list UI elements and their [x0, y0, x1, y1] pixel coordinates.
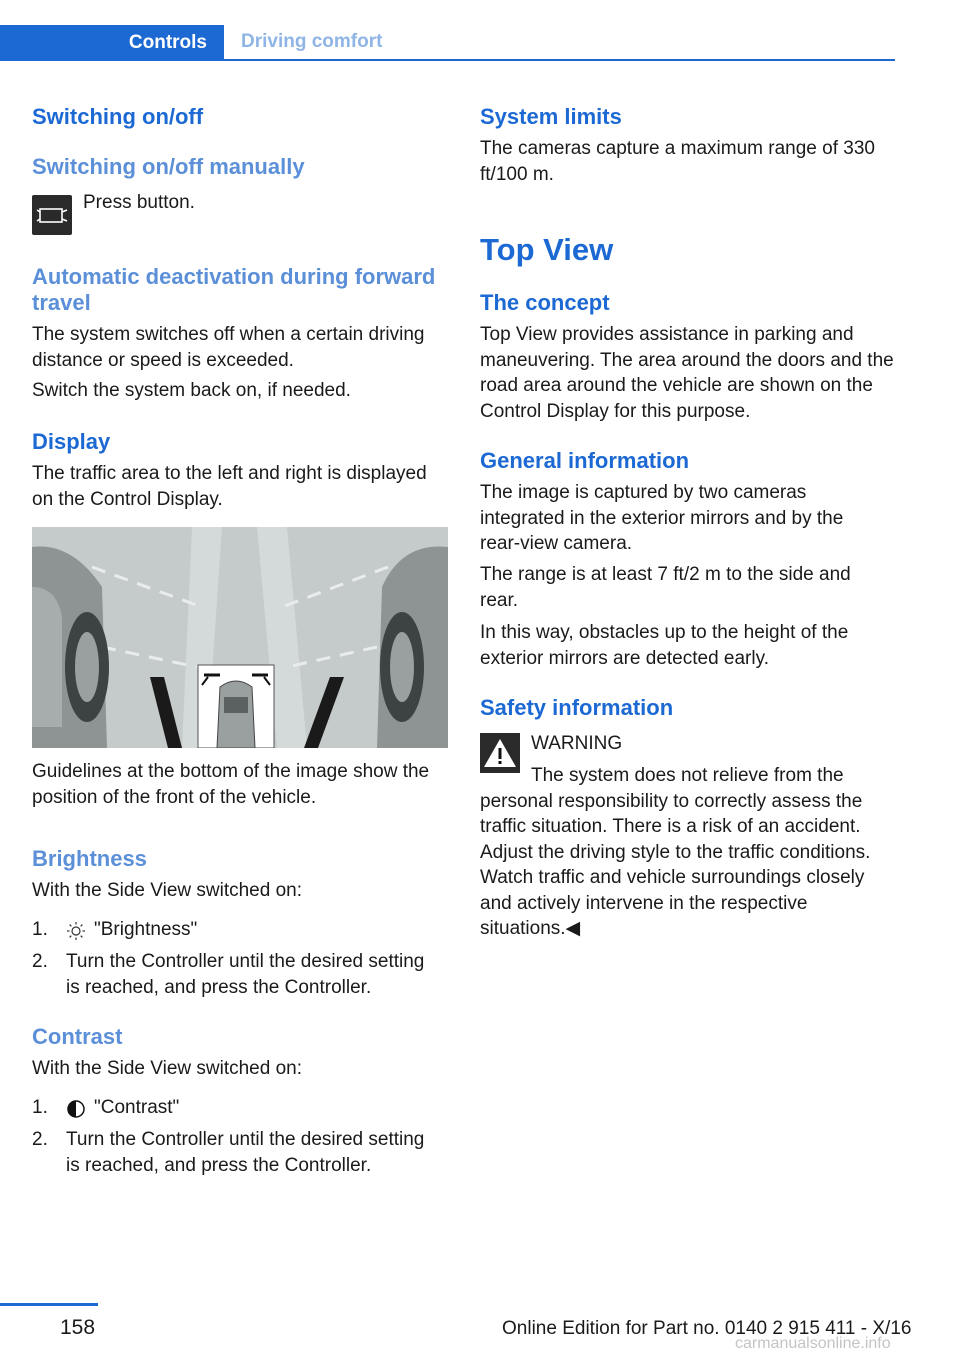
warning-text: The system does not relieve from the personal responsibility to correctly assess the traffic situation. There is a risk of an accident. Adjust the driving style to the traffic conditions. Watch traffic and vehicle surroundings closely and actively intervene in the respective situations.◀: [480, 765, 871, 939]
switch-back-on-text: Switch the system back on, if needed.: [32, 380, 351, 401]
brightness-step-2-text: Turn the Controller until the desired setting is reached, and press the Controller.: [66, 951, 425, 998]
heading-brightness: Brightness: [32, 846, 147, 871]
brightness-step-1-number: 1.: [32, 919, 48, 940]
page-header: [0, 25, 895, 61]
page-number: 158: [60, 1316, 96, 1339]
general-text-1: The image is captured by two cameras integrated in the exterior mirrors and by the rear-view camera.: [480, 482, 844, 554]
contrast-step-1-text: "Contrast": [94, 1097, 180, 1118]
contrast-intro: With the Side View switched on:: [32, 1058, 303, 1079]
heading-contrast: Contrast: [32, 1024, 123, 1049]
heading-automatic-deactivation: Automatic deactivation during forward travel: [32, 264, 436, 315]
brightness-step-1-text: "Brightness": [94, 919, 198, 940]
footer-rule: [0, 1303, 98, 1306]
watermark: carmanualsonline.info: [735, 1335, 891, 1352]
heading-switching-manually: Switching on/off manually: [32, 154, 305, 179]
guidelines-text: Guidelines at the bottom of the image show the position of the front of the vehicle.: [32, 761, 430, 808]
system-limits-text: The cameras capture a maximum range of 330 ft/100 m.: [480, 138, 875, 185]
heading-safety-information: Safety information: [480, 695, 674, 720]
heading-system-limits: System limits: [480, 104, 622, 129]
heading-switching-on-off: Switching on/off: [32, 104, 204, 129]
brightness-step-2-number: 2.: [32, 951, 48, 972]
general-text-3: In this way, obstacles up to the height of the exterior mirrors are detected early.: [480, 622, 849, 669]
side-view-display-image: [32, 527, 448, 748]
contrast-step-2-number: 2.: [32, 1129, 48, 1150]
contrast-step-1-number: 1.: [32, 1097, 48, 1118]
heading-general-information: General information: [480, 448, 690, 473]
concept-text: Top View provides assistance in parking and maneuvering. The area around the doors and the road area around the vehicle are shown on the Control Display for this purpose.: [480, 324, 894, 422]
auto-deactivation-text: The system switches off when a certain driving distance or speed is exceeded.: [32, 324, 425, 371]
general-text-2: The range is at least 7 ft/2 m to the side and rear.: [480, 564, 851, 611]
press-button-text: Press button.: [83, 192, 195, 213]
header-rule: [0, 59, 895, 61]
contrast-icon: [66, 1099, 86, 1119]
tab-controls[interactable]: Controls: [0, 25, 224, 61]
heading-top-view: Top View: [480, 232, 614, 267]
brightness-icon: [66, 921, 86, 941]
heading-concept: The concept: [480, 290, 610, 315]
brightness-intro: With the Side View switched on:: [32, 880, 303, 901]
edition-text: Online Edition for Part no. 0140 2 915 411 - X/16: [502, 1318, 912, 1339]
contrast-step-2-text: Turn the Controller until the desired setting is reached, and press the Controller.: [66, 1129, 425, 1176]
side-view-button-icon: [32, 195, 72, 235]
display-text: The traffic area to the left and right is displayed on the Control Display.: [32, 463, 427, 510]
warning-label: WARNING: [531, 733, 623, 754]
tab-driving-comfort[interactable]: Driving comfort: [241, 31, 383, 52]
heading-display: Display: [32, 429, 111, 454]
